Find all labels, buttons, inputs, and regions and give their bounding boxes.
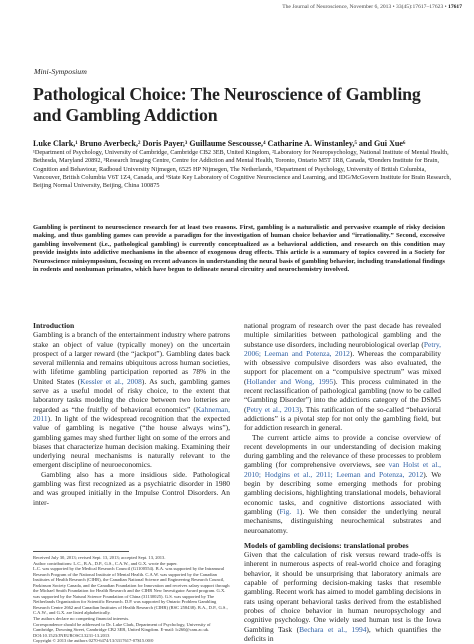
reference-link[interactable]: Petry et al., 2013: [246, 404, 300, 414]
running-header: [282, 4, 462, 10]
page-number: 17617: [448, 4, 462, 10]
reference-link[interactable]: Kahneman, 2011: [33, 404, 230, 423]
figure-link[interactable]: Fig. 1: [279, 506, 300, 516]
reference-link[interactable]: Petry, 2006; Leeman and Potenza, 2012: [244, 339, 441, 358]
section-label: Mini-Symposium: [34, 67, 87, 76]
footnote-doi: DOI:10.1523/JNEUROSCI.3231-13.2013: [33, 632, 110, 638]
affiliations: ¹Department of Psychology, University of Cambridge, Cambridge CB2 3EB, United Kingdom, ²Laboratory for Neuropsychology, National Institute of Mental Health, Bethesda, Maryland 20892, ³Research Imaging Centre, Centre for Addiction and Mental Health, Toronto, Ontario M5T 1R8, Canada, ⁴Donders Institute for Brain, Cognition and Behaviour, Radboud University Nijmegen, 6525 HP Nijmegen, The Netherlands, ⁵Department of Psychology, University of British Columbia, Vancouver, British Columbia V6T 1Z4, Canada, and ⁶State Key Laboratory of Cognitive Neuroscience and Learning, and IDG/McGovern Institute for Brain Research, Beijing Normal University, Beijing, China 100875: [33, 149, 452, 190]
footnote-conflict: The authors declare no competing financial interests.: [33, 616, 130, 622]
reference-link[interactable]: van Holst et al., 2010; Hodgins et al., 2011; Leeman and Potenza, 2012: [244, 460, 441, 479]
intro-paragraph-2: Gambling also has a more insidious side. Pathological gambling was first recognized as a psychiatric disorder in 1980 and was grouped initially in the Impulse Control Disorders. An inter-: [33, 469, 230, 507]
article-title: Pathological Choice: The Neuroscience of Gambling and Gambling Addiction: [33, 84, 421, 125]
reference-link[interactable]: Bechara et al., 1994: [299, 624, 367, 634]
reference-link[interactable]: Kessler et al., 2008: [80, 376, 142, 386]
reference-link[interactable]: Hollander and Wong, 1995: [246, 376, 334, 386]
footnote-received: Received July 30, 2013; revised Sept. 13, 2013; accepted Sept. 13, 2013.: [33, 555, 166, 560]
right-paragraph-3: Given that the calculation of risk versus reward trade-offs is inherent in numerous aspects of real-world choice and foraging behavior, it should be unsurprising that laboratory animals are capable of performing decision-making tasks that resemble gambling. Recent work has aimed to model gambling decisions in rats using operant behavioral tasks derived from the established probes of choice behavior in human neuropsychology and cognitive psychology. One widely used human test is the Iowa Gambling Task (Bechara et al., 1994), which quantifies the deficits in: [244, 550, 441, 643]
author-list: Luke Clark,¹ Bruno Averbeck,² Doris Payer,³ Guillaume Sescousse,⁴ Catharine A. Winstanley,⁵ and Gui Xue⁶: [33, 139, 406, 148]
intro-paragraph-1: Gambling is a branch of the entertainment industry where patrons stake an object of value (typically money) on the uncertain prospect of a larger reward (the “jackpot”). Gambling dates back several millennia and remains ubiquitous across human societies, with lifetime gambling participation reported as 78% in the United States (Kessler et al., 2008). As such, gambling games serve as a useful model of risky choice, to the extent that laboratory tasks modeling the choice between two lotteries are regarded as “the fruitfly of behavioral economics” (Kahneman, 2011). In light of the widespread recognition that the expected value of gambling is negative (“the house always wins”), gambling games may shed further light on some of the errors and biases that characterize human decision making. Examining their underlying neural mechanisms is naturally relevant to the emergent discipline of neuroeconomics.: [33, 330, 230, 470]
right-paragraph-1: national program of research over the past decade has revealed multiple similarities between pathological gambling and the substance use disorders, including neurobiological overlap (Petry, 2006; Leeman and Potenza, 2012). Whereas the comparability with obsessive compulsive disorders was also evaluated, the support for placement on a “compulsive spectrum” was mixed (Hollander and Wong, 1995). This process culminated in the recent reclassification of pathological gambling (now to be called “Gambling Disorder”) into the addictions category of the DSM5 (Petry et al., 2013). This ratification of the so-called “behavioral addictions” is a pivotal step for not only the gambling field, but for addiction research in general.: [244, 321, 442, 433]
footnote-correspondence: Correspondence should be addressed to Dr. Luke Clark, Department of Psychology, University of Cambridge, Downing Street, Cambridge CB2 3EB, United Kingdom. E-mail: lc260@cam.ac.uk.: [33, 621, 211, 633]
footnote-divider: [33, 551, 129, 552]
section-heading-introduction: Introduction: [33, 321, 75, 330]
right-column: [244, 321, 441, 643]
right-paragraph-2: The current article aims to provide a concise overview of recent developments in our understanding of decision making during gambling and the relevance of these processes to problem gambling (for comprehensive overviews, see van Holst et al., 2010; Hodgins et al., 2011; Leeman and Potenza, 2012). We begin by describing some emerging methods for probing gambling decisions, highlighting translational models, behavioral economic tasks, and cognitive distortions associated with gambling (Fig. 1). We then consider the underlying neural mechanisms, distinguishing neurochemical substrates and neuroanatomy.: [244, 432, 441, 535]
footnote-funding: L.C. was supported by the Medical Research Council (G1100554). B.A. was supported by the Intramural Research Program of the National Institute of Mental Health. C.A.W. was supported by the Canadian Institutes of Health Research (CIHR), the Canadian National Science and Engineering Research Council, Parkinson Society Canada, and the Canadian Foundation for Innovation and receives salary support through the Michael Smith Foundation for Health Research and the CIHR New Investigator Award program. G.X. was supported by the Natural Science Foundation of China (31130025). G.S. was supported by The Netherlands Organization for Scientific Research. D.P. was supported by Ontario Problem Gambling Research Centre 2662 and Canadian Institutes of Health Research (CIHR) (RSC 258438). B.A., D.P., G.S., C.A.W., and G.X. are listed alphabetically.: [33, 566, 230, 616]
footnote-copyright: Copyright © 2013 the authors 0270-6474/13/3317617-07$15.00/0: [33, 638, 154, 644]
left-column: [33, 321, 230, 507]
footnotes: [33, 555, 230, 644]
abstract: Gambling is pertinent to neuroscience research for at least two reasons. First, gambling is a naturalistic and pervasive example of risky decision making, and thus gambling games can provide a paradigm for the investigation of human choice behavior and “irrationality.” Second, excessive gambling involvement (i.e., pathological gambling) is currently conceptualized as a behavioral addiction, and research on this condition may provide insights into addictive mechanisms in the absence of exogenous drug effects. This article is a summary of topics covered in a Society for Neuroscience minisymposium, focusing on recent advances in understanding the neural basis of gambling behavior, including translational findings in rodents and nonhuman primates, which have begun to delineate neural circuitry and neurochemistry involved.: [33, 224, 445, 274]
section-heading-models: Models of gambling decisions: translational probes: [244, 540, 409, 550]
footnote-contributions: Author contributions: L.C., B.A., D.P., G.S., C.A.W., and G.X. wrote the paper.: [33, 560, 178, 566]
journal-citation: The Journal of Neuroscience, November 6, 2013 • 33(45):17617–17623 •: [282, 4, 447, 10]
